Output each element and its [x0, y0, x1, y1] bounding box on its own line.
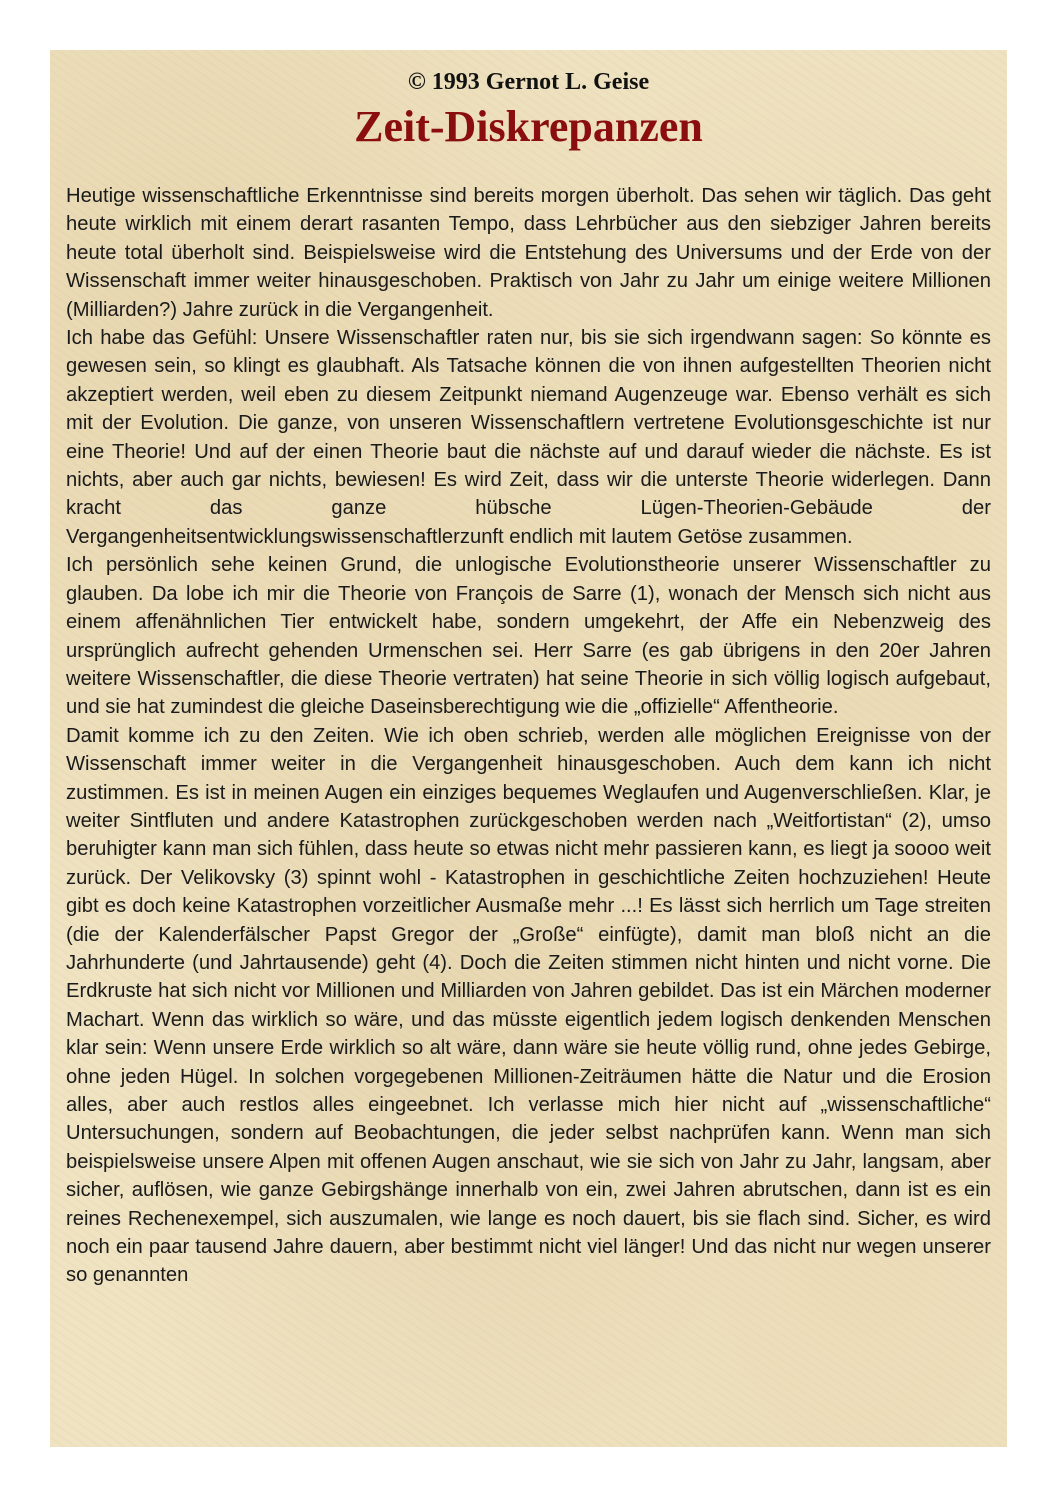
copyright-line: © 1993 Gernot L. Geise — [407, 69, 650, 95]
article-body — [66, 182, 991, 1290]
page-title: Zeit-Diskrepanzen — [354, 102, 703, 151]
paragraph: Damit komme ich zu den Zeiten. Wie ich oben schrieb, werden alle möglichen Ereignisse von der Wissenschaft immer weiter in die Vergangenheit hinausgeschoben. Auch dem kann ich nicht zustimmen. Es ist in meinen Augen ein einziges bequemes Weglaufen und Augenverschließen. Klar, je weiter Sintfluten und andere Katastrophen zurückgeschoben werden nach „Weitfortistan“ (2), umso beruhigter kann man sich fühlen, dass heute so etwas nicht mehr passieren kann, es liegt ja soooo weit zurück. Der Velikovsky (3) spinnt wohl - Katastrophen in geschichtliche Zeiten hochzuziehen! Heute gibt es doch keine Katastrophen vorzeitlicher Ausmaße mehr ...! Es lässt sich herrlich um Tage streiten (die der Kalenderfälscher Papst Gregor der „Große“ einfügte), damit man bloß nicht an die Jahrhunderte (und Jahrtausende) geht (4). Doch die Zeiten stimmen nicht hinten und nicht vorne. Die Erdkruste hat sich nicht vor Millionen und Milliarden von Jahren gebildet. Das ist ein Märchen moderner Machart. Wenn das wirklich so wäre, und das müsste eigentlich jedem logisch denkenden Menschen klar sein: Wenn unsere Erde wirklich so alt wäre, dann wäre sie heute völlig rund, ohne jedes Gebirge, ohne jeden Hügel. In solchen vorgegebenen Millionen-Zeiträumen hätte die Natur und die Erosion alles, aber auch restlos alles eingeebnet. Ich verlasse mich hier nicht auf „wissenschaftliche“ Untersuchungen, sondern auf Beobachtungen, die jeder selbst nachprüfen kann. Wenn man sich beispielsweise unsere Alpen mit offenen Augen anschaut, wie sie sich von Jahr zu Jahr, langsam, aber sicher, auflösen, wie ganze Gebirgshänge innerhalb von ein, zwei Jahren abrutschen, dann ist es ein reines Rechenexempel, sich auszumalen, wie lange es noch dauert, bis sie flach sind. Sicher, es wird noch ein paar tausend Jahre dauern, aber bestimmt nicht viel länger! Und das nicht nur wegen unserer so genannten — [66, 724, 991, 1287]
document-page — [50, 50, 1007, 1447]
paragraph: Ich persönlich sehe keinen Grund, die unlogische Evolutionstheorie unserer Wissenschaftler zu glauben. Da lobe ich mir die Theorie von François de Sarre (1), wonach der Mensch sich nicht aus einem affenähnlichen Tier entwickelt habe, sondern umgekehrt, der Affe ein Nebenzweig des ursprünglich aufrecht gehenden Urmenschen sei. Herr Sarre (es gab übrigens in den 20er Jahren weitere Wissenschaftler, die diese Theorie vertraten) hat seine Theorie in sich völlig logisch aufgebaut, und sie hat zumindest die gleiche Daseinsberechtigung wie die „offizielle“ Affentheorie. — [66, 554, 991, 719]
paragraph: Heutige wissenschaftliche Erkenntnisse sind bereits morgen überholt. Das sehen wir täglich. Das geht heute wirklich mit einem derart rasanten Tempo, dass Lehrbücher aus den siebziger Jahren bereits heute total überholt sind. Beispielsweise wird die Entstehung des Universums und der Erde von der Wissenschaft immer weiter hinausgeschoben. Praktisch von Jahr zu Jahr um einige weitere Millionen (Milliarden?) Jahre zurück in die Vergangenheit. — [66, 185, 991, 321]
paragraph: Ich habe das Gefühl: Unsere Wissenschaftler raten nur, bis sie sich irgendwann sagen: So könnte es gewesen sein, so klingt es glaubhaft. Als Tatsache können die von ihnen aufgestellten Theorien nicht akzeptiert werden, weil eben zu diesem Zeitpunkt niemand Augenzeuge war. Ebenso verhält es sich mit der Evolution. Die ganze, von unseren Wissenschaftlern vertretene Evolutionsgeschichte ist nur eine Theorie! Und auf der einen Theorie baut die nächste auf und darauf wieder die nächste. Es ist nichts, aber auch gar nichts, bewiesen! Es wird Zeit, dass wir die unterste Theorie widerlegen. Dann kracht das ganze hübsche Lügen-Theorien-Gebäude der Vergangenheitsentwicklungswissenschaftlerzunft endlich mit lautem Getöse zusammen. — [66, 327, 991, 548]
